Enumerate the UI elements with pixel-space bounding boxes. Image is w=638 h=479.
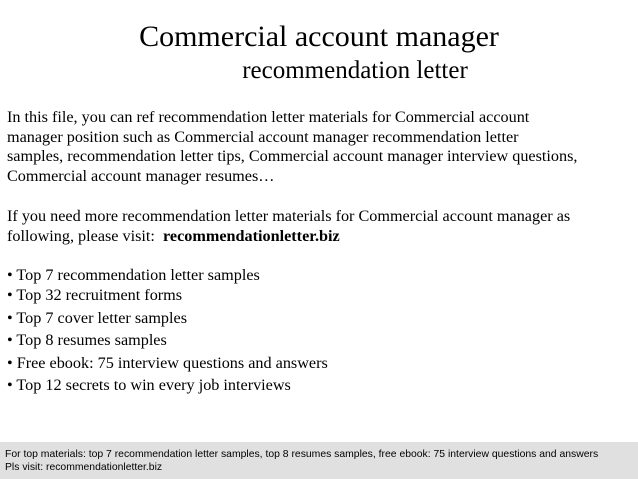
list-item: • Top 32 recruitment forms <box>7 286 183 304</box>
list-item: • Top 8 resumes samples <box>7 331 167 349</box>
page-title: Commercial account manager <box>139 20 499 53</box>
intro-line: samples, recommendation letter tips, Commercial account manager interview questions, <box>7 147 578 165</box>
intro-paragraph <box>7 108 637 186</box>
bullet-list <box>7 265 637 395</box>
more-info-paragraph <box>7 207 637 246</box>
intro-line: manager position such as Commercial account manager recommendation letter <box>7 127 519 146</box>
intro-line: In this file, you can ref recommendation letter materials for Commercial account <box>7 108 530 126</box>
list-item: • Top 7 recommendation letter samples <box>7 266 260 284</box>
footer-bar <box>0 442 638 479</box>
more-info-line: If you need more recommendation letter materials for Commercial account manager as <box>7 207 571 225</box>
list-item: • Top 7 cover letter samples <box>7 308 187 327</box>
footer-line: For top materials: top 7 recommendation letter samples, top 8 resumes samples, free ebook: 75 interview questions and answers <box>5 449 599 460</box>
more-info-prefix: following, please visit: <box>7 226 164 245</box>
list-item: • Free ebook: 75 interview questions and answers <box>7 353 328 372</box>
title-block <box>0 20 638 86</box>
footer-line: Pls visit: recommendationletter.biz <box>5 461 163 473</box>
website-link[interactable]: recommendationletter.biz <box>163 226 340 245</box>
list-item: • Top 12 secrets to win every job interviews <box>7 376 291 394</box>
more-info-line2 <box>7 227 637 247</box>
intro-line: Commercial account manager resumes… <box>7 166 275 185</box>
page-subtitle: recommendation letter <box>242 57 468 84</box>
